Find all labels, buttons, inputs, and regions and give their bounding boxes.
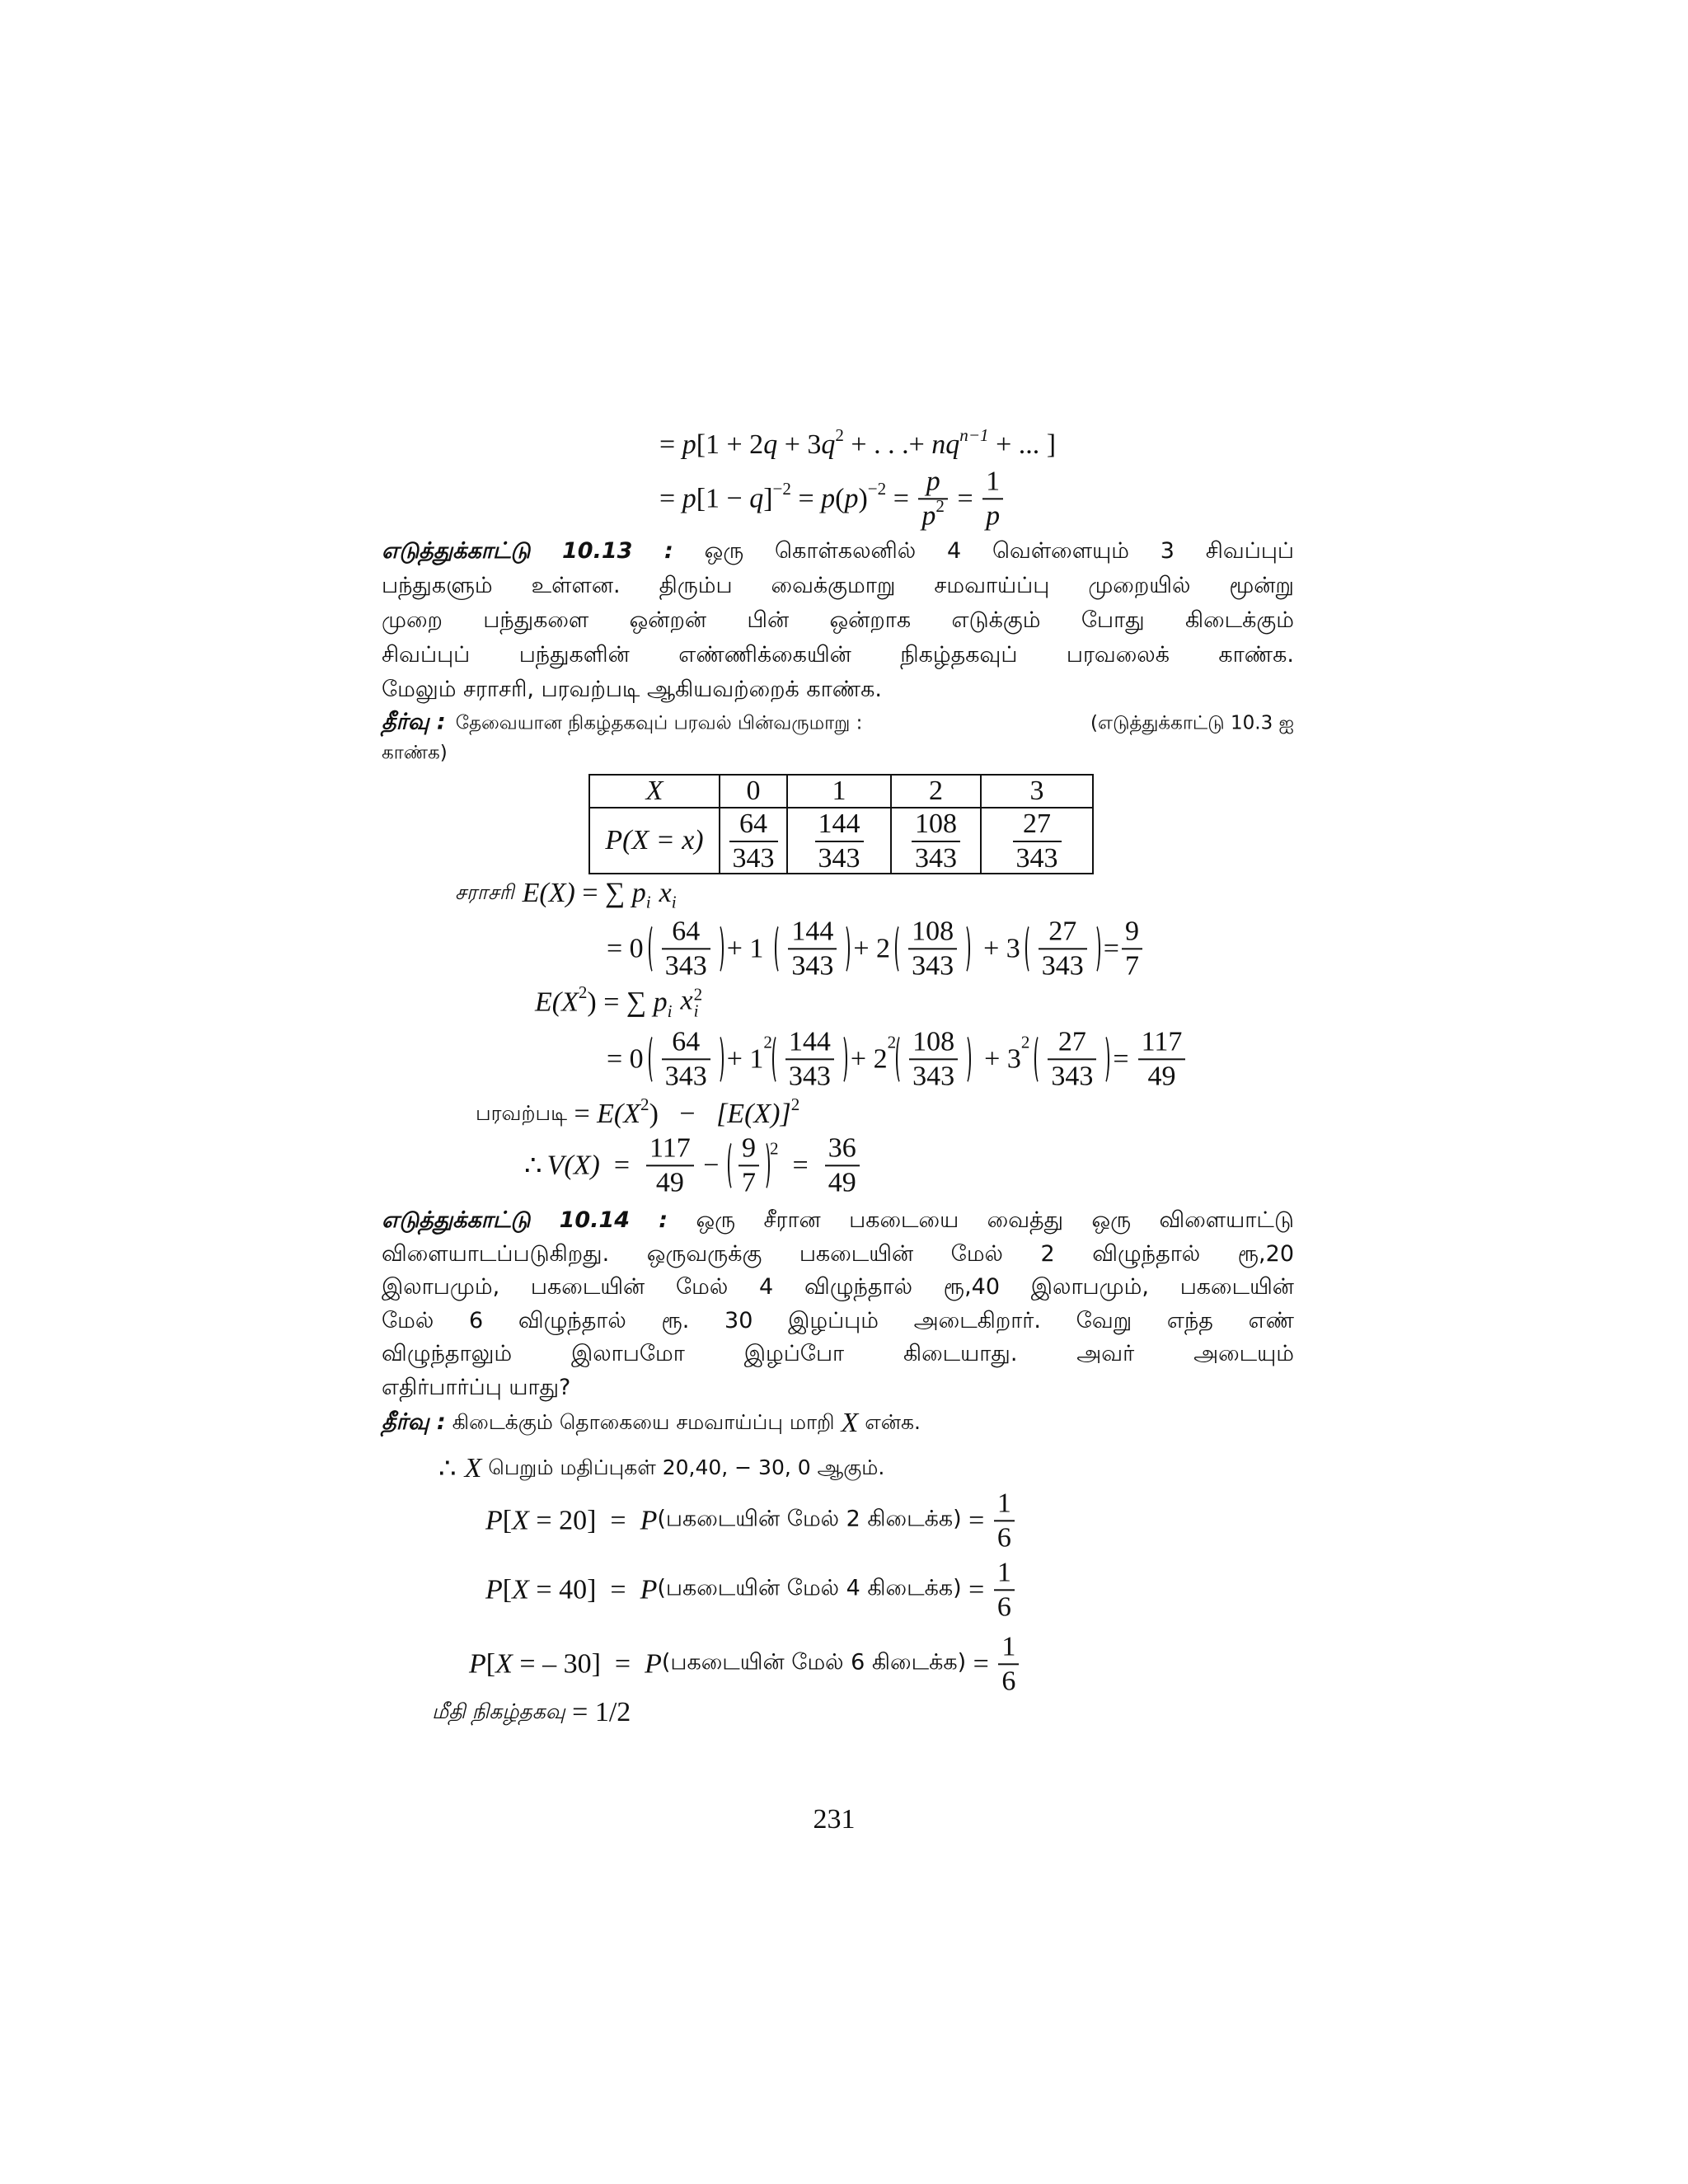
value-text: = 40]: [528, 1574, 597, 1605]
second-moment-definition: [535, 982, 703, 1021]
numerator: p: [918, 466, 948, 499]
numerator: 108: [909, 1027, 958, 1060]
numerator: 9: [1122, 916, 1142, 949]
mean-lhs: E(X): [522, 878, 575, 908]
fraction: [662, 916, 710, 980]
numerator: 9: [738, 1133, 759, 1166]
solution-label: தீர்வு :: [382, 709, 446, 735]
variable-p: p: [844, 483, 859, 513]
fraction: [738, 1133, 759, 1197]
numerator: 64: [662, 1027, 710, 1060]
table-cell: 0: [720, 775, 787, 808]
table-cell: [787, 808, 891, 874]
coefficient: = 0: [607, 933, 644, 963]
probability-symbol: P: [645, 1648, 662, 1679]
subscripted-p: [653, 987, 673, 1021]
probability-symbol: P: [640, 1505, 658, 1535]
table-cell: 3: [981, 775, 1093, 808]
left-paren: [1034, 1033, 1045, 1085]
expectation-e-x: E(X: [597, 1099, 641, 1129]
bracket: [: [485, 1648, 496, 1679]
denominator: 49: [828, 1167, 856, 1197]
exponent: 2: [1020, 1032, 1030, 1052]
variable-p: p: [653, 987, 668, 1017]
subscripted-x-squared: [681, 985, 703, 1019]
paragraph-line: எதிர்பார்ப்பு யாது?: [382, 1374, 571, 1400]
numerator: 64: [662, 916, 710, 949]
numerator: 27: [1048, 1027, 1096, 1060]
paren: ): [649, 1099, 659, 1129]
table-cell: [981, 808, 1093, 874]
paragraph-line: மேல் 6 விழுந்தால் ரூ. 30 இழப்பும் அடைகிறார். வேறு எந்த எண்: [382, 1307, 1294, 1333]
solution-10-14-line: [382, 1408, 921, 1439]
equals-sign: =: [659, 429, 682, 460]
left-paren: [649, 1033, 659, 1085]
exponent: 2: [790, 1094, 800, 1114]
table-row-probabilities: [589, 808, 1093, 874]
exponent: 2: [763, 1032, 772, 1052]
denominator: 49: [1147, 1061, 1176, 1091]
exponent: −2: [772, 478, 791, 499]
mean-definition: [455, 878, 677, 912]
paragraph-line: [382, 1204, 1294, 1238]
fraction: [1013, 809, 1062, 873]
expression-text: + ... ]: [988, 429, 1057, 460]
paragraph-line: மேலும் சராசரி, பரவற்படி ஆகியவற்றைக் காண்க.: [382, 677, 882, 702]
fraction-p-over-p-squared: [918, 466, 948, 530]
equals-sum: = ∑: [574, 878, 632, 908]
example-heading: எடுத்துக்காட்டு 10.14 :: [382, 1207, 668, 1233]
solution-reference-continued: காண்க): [382, 742, 448, 764]
fraction: [998, 1632, 1019, 1695]
denominator: 343: [915, 842, 957, 874]
paragraph-text: ஒரு கொள்கலனில் 4 வெள்ளையும் 3 சிவப்புப்: [673, 538, 1294, 564]
fraction: [815, 809, 864, 873]
page-number: 231: [813, 1804, 856, 1835]
fraction: [729, 809, 778, 873]
numerator: 144: [815, 809, 864, 842]
solution-10-13-line: [382, 710, 1294, 738]
variable-x: X: [464, 1453, 482, 1483]
numerator: 27: [1039, 916, 1087, 949]
therefore-symbol: ∴: [438, 1454, 457, 1484]
numerator: 1: [998, 1632, 1019, 1665]
solution-text: கிடைக்கும் தொகையை சமவாய்ப்பு மாறி: [445, 1409, 842, 1434]
coefficient: + 3: [983, 933, 1020, 963]
bracket: ]: [763, 483, 773, 513]
equals-sign: =: [1113, 1043, 1129, 1074]
denominator: 7: [741, 1167, 756, 1197]
denominator: 343: [912, 1061, 955, 1091]
exponent: 2: [935, 495, 945, 516]
right-paren: [1099, 1033, 1109, 1085]
series-sum-line: [659, 466, 1006, 530]
subscript: i: [693, 1001, 699, 1021]
equals-sign: =: [886, 483, 917, 513]
variance-value: [524, 1133, 862, 1197]
probability-symbol: P: [640, 1574, 658, 1605]
subscript: i: [645, 892, 651, 912]
variable-x: X: [512, 1574, 529, 1605]
probability-x-40: [485, 1558, 1017, 1621]
variable-q: q: [763, 429, 778, 460]
expectation-bracket: [E(X)]: [716, 1099, 791, 1129]
exponent: 2: [640, 1094, 649, 1114]
fraction: [994, 1488, 1015, 1552]
probability-x-20: [485, 1488, 1017, 1552]
bracket: [: [502, 1574, 513, 1605]
equals-sign: =: [599, 1150, 645, 1180]
numerator: 117: [646, 1133, 694, 1166]
right-paren: [1090, 923, 1100, 974]
second-moment-lhs: [535, 982, 597, 1018]
denominator: 343: [1051, 1061, 1094, 1091]
second-moment-term: [597, 1094, 659, 1130]
fraction: [994, 1558, 1015, 1621]
expression-text: [1 −: [696, 483, 750, 513]
example-10-14: [382, 1204, 1294, 1404]
numerator: 108: [912, 809, 960, 842]
denominator: 6: [996, 1591, 1011, 1622]
fraction-one-over-p: [982, 466, 1003, 530]
denominator: 7: [1124, 950, 1139, 981]
mean-result: [1122, 916, 1142, 980]
expression-text: + 3: [777, 429, 822, 460]
table-header-x: X: [589, 775, 720, 808]
denominator: 343: [1041, 950, 1084, 981]
variable-q: q: [749, 483, 764, 513]
numerator: 1: [994, 1558, 1015, 1591]
right-paren: [837, 1033, 847, 1085]
variable-nq: nq: [931, 429, 960, 460]
subscript: i: [671, 892, 677, 912]
mean-expansion: [607, 916, 1145, 980]
denominator: 6: [996, 1522, 1011, 1553]
paragraph-line: முறை பந்துகளை ஒன்றன் பின் ஒன்றாக எடுக்கும் போது கிடைக்கும்: [382, 607, 1294, 633]
coefficient: + 1: [726, 1043, 764, 1074]
mean-label: சராசரி: [455, 879, 514, 904]
denominator: 343: [791, 950, 834, 981]
fraction: [785, 1027, 834, 1090]
left-paren: [895, 923, 906, 974]
numerator: 27: [1013, 809, 1062, 842]
paragraph-text: ஒரு சீரான பகடையை வைத்து ஒரு விளையாட்டு: [668, 1207, 1295, 1233]
exponent: 2: [887, 1032, 897, 1052]
equals-sign: =: [778, 1150, 823, 1180]
variable-p: p: [921, 500, 936, 531]
variable-x: x: [680, 985, 693, 1016]
paragraph-line: இலாபமும், பகடையின் மேல் 4 விழுந்தால் ரூ,40 இலாபமும், பகடையின்: [382, 1274, 1294, 1300]
left-paren: [772, 1033, 783, 1085]
exponent: n−1: [959, 424, 989, 445]
values-of-x-line: [438, 1452, 884, 1485]
equals-sign: =: [950, 483, 981, 513]
probability-symbol: P: [469, 1648, 486, 1679]
second-moment-expansion: [607, 1027, 1188, 1090]
minus-sign: −: [696, 1150, 726, 1180]
coefficient: + 1: [726, 933, 764, 963]
minus-sign: −: [658, 1099, 717, 1129]
variance-result: [825, 1133, 860, 1197]
variable-x: X: [841, 1408, 859, 1438]
variable-x: x: [659, 878, 672, 908]
paragraph-line: விழுந்தாலும் இலாபமோ இழப்போ கிடையாது. அவர் அடையும்: [382, 1341, 1294, 1366]
equals-sign: =: [600, 1648, 645, 1679]
coefficient: + 2: [853, 933, 891, 963]
variable-p: p: [821, 483, 836, 513]
example-heading: எடுத்துக்காட்டு 10.13 :: [382, 538, 673, 564]
exponent: 2: [693, 984, 703, 1005]
variable-q: q: [821, 429, 836, 460]
remaining-label: மீதி நிகழ்தகவு: [432, 1699, 565, 1723]
numerator: 36: [825, 1133, 860, 1166]
numerator: 144: [785, 1027, 834, 1060]
second-moment-result: [1138, 1027, 1186, 1090]
denominator: 343: [1015, 842, 1058, 874]
numerator: 108: [908, 916, 957, 949]
variable-p: p: [682, 429, 696, 460]
fraction: [788, 916, 837, 980]
right-paren: [713, 1033, 724, 1085]
denominator: 343: [664, 1061, 707, 1091]
denominator: [918, 495, 948, 531]
coefficient: + 3: [984, 1043, 1021, 1074]
equals-sign: =: [961, 1574, 992, 1605]
table-row-x-values: [589, 775, 1093, 808]
event-text: (பகடையின் மேல் 4 கிடைக்க): [657, 1575, 962, 1601]
variance-lhs: V(X): [546, 1150, 600, 1180]
left-paren: [1025, 923, 1036, 974]
power-term: [821, 424, 844, 461]
solution-intro: [382, 710, 862, 738]
paragraph-line: பந்துகளும் உள்ளன. திரும்ப வைக்குமாறு சமவாய்ப்பு முறையில் மூன்று: [382, 573, 1294, 598]
denominator: p: [986, 500, 1001, 531]
event-text: (பகடையின் மேல் 2 கிடைக்க): [657, 1506, 962, 1532]
numerator: 1: [994, 1488, 1015, 1521]
expectation-e-x: E(X: [535, 987, 579, 1017]
denominator: 343: [818, 842, 860, 874]
variance-definition: [476, 1094, 800, 1130]
exponent: 2: [835, 424, 844, 445]
equals-sign: =: [1103, 933, 1119, 963]
fraction: [646, 1133, 694, 1197]
table-header-probability: P(X = x): [589, 808, 720, 874]
expression-text: + . . .+: [843, 429, 932, 460]
numerator: 117: [1138, 1027, 1186, 1060]
numerator: 144: [788, 916, 837, 949]
equals-sign: =: [966, 1648, 996, 1679]
squared-mean-term: [716, 1094, 800, 1130]
paren: ): [858, 483, 868, 513]
probability-x-minus-30: [469, 1632, 1021, 1695]
equals-sum: = ∑: [596, 987, 654, 1017]
coefficient: + 2: [850, 1043, 888, 1074]
power-term: [858, 478, 887, 514]
value-text: = – 30]: [512, 1648, 601, 1679]
subscript: i: [667, 1001, 673, 1021]
probability-distribution-table: [588, 774, 1094, 874]
numerator: 1: [982, 466, 1003, 499]
table-cell: [891, 808, 981, 874]
left-paren: [649, 923, 659, 974]
variable-p: p: [682, 483, 696, 513]
values-text: பெறும் மதிப்புகள் 20,40, − 30, 0 ஆகும்.: [481, 1455, 885, 1479]
denominator: 49: [655, 1167, 684, 1197]
equals-sign: =: [596, 1505, 640, 1535]
denominator: 6: [1001, 1666, 1016, 1696]
subscripted-x: [659, 878, 677, 912]
bracket: [: [502, 1505, 513, 1535]
right-paren: [839, 923, 850, 974]
equals-sign: =: [596, 1574, 640, 1605]
numerator: 64: [729, 809, 778, 842]
fraction: [909, 1027, 958, 1090]
right-paren: [713, 923, 724, 974]
variable-p: p: [631, 878, 646, 908]
power-term: [931, 424, 989, 461]
equals-sign: =: [790, 483, 822, 513]
paragraph-line: சிவப்புப் பந்துகளின் எண்ணிக்கையின் நிகழ்தகவுப் பரவலைக் காண்க.: [382, 642, 1294, 668]
power-term: [763, 478, 791, 514]
expression-text: [1 + 2: [696, 429, 764, 460]
value-text: = 20]: [528, 1505, 597, 1535]
right-paren: [759, 1140, 770, 1191]
equals-sign: =: [659, 483, 682, 513]
equals-sign: =: [566, 1099, 598, 1129]
left-paren: [896, 1033, 907, 1085]
series-expansion-line: [659, 424, 1057, 461]
denominator: 343: [788, 1061, 831, 1091]
denominator: 343: [732, 842, 775, 874]
coefficient: = 0: [607, 1043, 644, 1074]
exponent: 2: [578, 982, 588, 1002]
denominator: 343: [912, 950, 954, 981]
left-paren: [775, 923, 785, 974]
solution-reference: (எடுத்துக்காட்டு 10.3 ஐ: [1090, 712, 1294, 734]
remaining-probability: [432, 1697, 631, 1728]
equals-sign: =: [961, 1505, 992, 1535]
exponent: −2: [867, 478, 887, 499]
fraction: [662, 1027, 710, 1090]
probability-symbol: P: [485, 1574, 503, 1605]
variance-label: பரவற்படி: [476, 1100, 567, 1125]
therefore-symbol: ∴: [524, 1151, 542, 1181]
paragraph-line: [382, 534, 1294, 569]
table-cell: 2: [891, 775, 981, 808]
fraction: [908, 916, 957, 980]
solution-label: தீர்வு :: [382, 1408, 446, 1435]
paragraph-line: விளையாடப்படுகிறது. ஒருவருக்கு பகடையின் மேல் 2 விழுந்தால் ரூ,20: [382, 1240, 1294, 1267]
variable-x: X: [495, 1648, 513, 1679]
solution-text: தேவையான நிகழ்தகவுப் பரவல் பின்வருமாறு :: [455, 712, 863, 734]
fraction: [1039, 916, 1087, 980]
right-paren: [960, 1033, 971, 1085]
remaining-value: = 1/2: [565, 1697, 631, 1727]
left-paren: [728, 1140, 738, 1191]
exponent: 2: [769, 1138, 779, 1159]
probability-symbol: P: [485, 1505, 503, 1535]
fraction: [1048, 1027, 1096, 1090]
subscripted-p: [631, 878, 651, 912]
paren: (: [835, 483, 845, 513]
solution-text: என்க.: [858, 1409, 921, 1434]
variable-x: X: [512, 1505, 529, 1535]
example-10-13: [382, 534, 1294, 707]
sup-sub-stack: [693, 984, 703, 1021]
denominator: 343: [664, 950, 707, 981]
table-cell: [720, 808, 787, 874]
right-paren: [959, 923, 970, 974]
table-cell: 1: [787, 775, 891, 808]
paren: ): [587, 987, 597, 1017]
event-text: (பகடையின் மேல் 6 கிடைக்க): [661, 1649, 967, 1675]
fraction: [912, 809, 960, 873]
